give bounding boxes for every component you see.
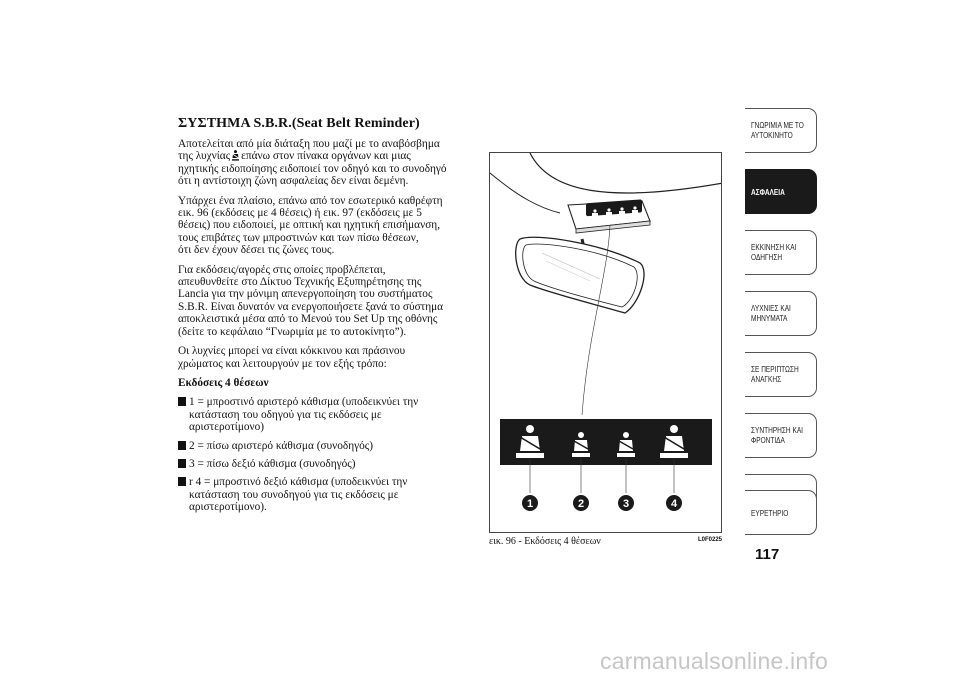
text-line: ηχητικής ειδοποίησης ειδοποιεί τον οδηγό και το συνοδηγό [178, 162, 447, 175]
bullet-line: 3 = πίσω δεξιό κάθισμα (συνοδηγός) [189, 457, 356, 470]
seatbelt-panel-illustration [490, 153, 722, 533]
tab-label: ΕΚΚΙΝΗΣΗ ΚΑΙ [751, 242, 797, 252]
paragraph-3 [178, 264, 468, 338]
tab-label: ΕΥΡΕΤΗΡΙΟ [751, 508, 789, 518]
text-line: ότι δεν έχουν δέσει τις ζώνες τους. [178, 244, 335, 257]
text-line: θέσεις) που ειδοποιεί, με οπτική και ηχητική επισήμανση, [178, 219, 441, 232]
text-line-with-icon: της λυχνίας επάνω στον πίνακα οργάνων και μιας [178, 150, 411, 163]
seatbelt-warning-icon [231, 150, 240, 161]
checkbox-bullet-icon [178, 397, 186, 406]
callout-2: 2 [577, 498, 585, 510]
tab-maintenance[interactable] [745, 413, 817, 458]
tab-label: ΟΔΗΓΗΣΗ [751, 252, 783, 262]
tab-label: ΑΥΤΟΚΙΝΗΤΟ [751, 130, 793, 140]
bullet-item [178, 476, 468, 513]
text-line: ότι η αντίστοιχη ζώνη ασφαλείας δεν είναι δεμένη. [178, 175, 409, 188]
figure-caption [489, 536, 722, 548]
tab-index[interactable] [745, 490, 817, 535]
text-column [178, 116, 468, 520]
text-line: τους επιβάτες των μπροστινών και των πίσω θέσεων, [178, 231, 419, 244]
tab-label: ΦΡΟΝΤΙΔΑ [751, 435, 785, 445]
tab-safety[interactable] [745, 169, 817, 214]
tab-emergency[interactable] [745, 352, 817, 397]
bullet-line: αριστεροτίμονο) [189, 421, 265, 434]
checkbox-bullet-icon [178, 441, 186, 450]
callout-4: 4 [670, 498, 678, 510]
tab-label: ΑΝΑΓΚΗΣ [751, 374, 782, 384]
bullet-line: αριστεροτίμονο). [189, 501, 267, 514]
tab-starting-driving[interactable] [745, 230, 817, 275]
tab-label: ΜΗΝΥΜΑΤΑ [751, 313, 788, 323]
text-line: Lancia για την μόνιμη απενεργοποίηση του συστήματος [178, 288, 433, 301]
tab-label: ΓΝΩΡΙΜΙΑ ΜΕ ΤΟ [751, 120, 804, 130]
tab-label: ΑΣΦΑΛΕΙΑ [751, 187, 785, 197]
text-line: S.B.R. Είναι δυνατόν να ενεργοποιήσετε ξανά το σύστημα [178, 300, 444, 313]
bullet-line: κατάσταση του συνοδηγού για τις εκδόσεις με [189, 488, 399, 501]
text-line: Υπάρχει ένα πλαίσιο, επάνω από τον εσωτερικό καθρέφτη [178, 194, 443, 207]
text-line: εικ. 96 (εκδόσεις με 4 θέσεις) ή εικ. 97 (εκδόσεις με 5 [178, 207, 422, 220]
bullet-line: κατάσταση του οδηγού για τις εκδόσεις με [189, 408, 382, 421]
watermark: carmanualsonline.info [600, 648, 828, 674]
bullet-line: 1 = μπροστινό αριστερό κάθισμα (υποδεικνύει την [189, 396, 419, 409]
bullet-item [178, 396, 468, 433]
checkbox-bullet-icon [178, 477, 186, 486]
checkbox-bullet-icon [178, 459, 186, 468]
tab-label: ΣΕ ΠΕΡΙΠΤΩΣΗ [751, 364, 799, 374]
text-line: απευθυνθείτε στο Δίκτυο Τεχνικής Εξυπηρέτησης της [178, 276, 422, 289]
bullet-item [178, 440, 468, 452]
tab-label: ΣΥΝΤΗΡΗΣΗ ΚΑΙ [751, 425, 804, 435]
text-line: Αποτελείται από μία διάταξη που μαζί με το αναβόσβημα [178, 138, 440, 150]
tab-getting-to-know-car[interactable] [745, 108, 817, 153]
paragraph-1 [178, 138, 468, 188]
text-line: (δείτε το κεφάλαιο “Γνωριμία με το αυτοκίνητο”). [178, 325, 407, 338]
text-line: Για εκδόσεις/αγορές στις οποίες προβλέπεται, [178, 263, 386, 276]
page-number: 117 [755, 546, 780, 563]
text-line: χρώματος και λειτουργούν με τον εξής τρόπο: [178, 357, 387, 370]
paragraph-2 [178, 195, 468, 257]
bullet-line: r 4 = μπροστινό δεξιό κάθισμα (υποδεικνύει την [189, 476, 408, 489]
callout-1: 1 [526, 498, 534, 510]
figure-seatbelt-panel [489, 152, 722, 533]
section-title: ΣΥΣΤΗΜΑ S.B.R.(Seat Belt Reminder) [178, 116, 420, 131]
bullet-line: 2 = πίσω αριστερό κάθισμα (συνοδηγός) [189, 439, 373, 452]
callout-3: 3 [622, 498, 630, 510]
figure-code: L0F0225 [697, 537, 722, 543]
tab-label: ΛΥΧΝΙΕΣ ΚΑΙ [751, 303, 791, 313]
caption-text: εικ. 96 - Εκδόσεις 4 θέσεων [489, 536, 601, 547]
text-line: Οι λυχνίες μπορεί να είναι κόκκινου και πράσινου [178, 345, 406, 358]
tab-lights-messages[interactable] [745, 291, 817, 336]
text-line: αποκλειστικά μέσα από το Μενού του Set Up της οθόνης [178, 313, 438, 326]
subheading: Εκδόσεις 4 θέσεων [178, 376, 269, 389]
paragraph-4 [178, 345, 468, 370]
bullet-item [178, 458, 468, 470]
